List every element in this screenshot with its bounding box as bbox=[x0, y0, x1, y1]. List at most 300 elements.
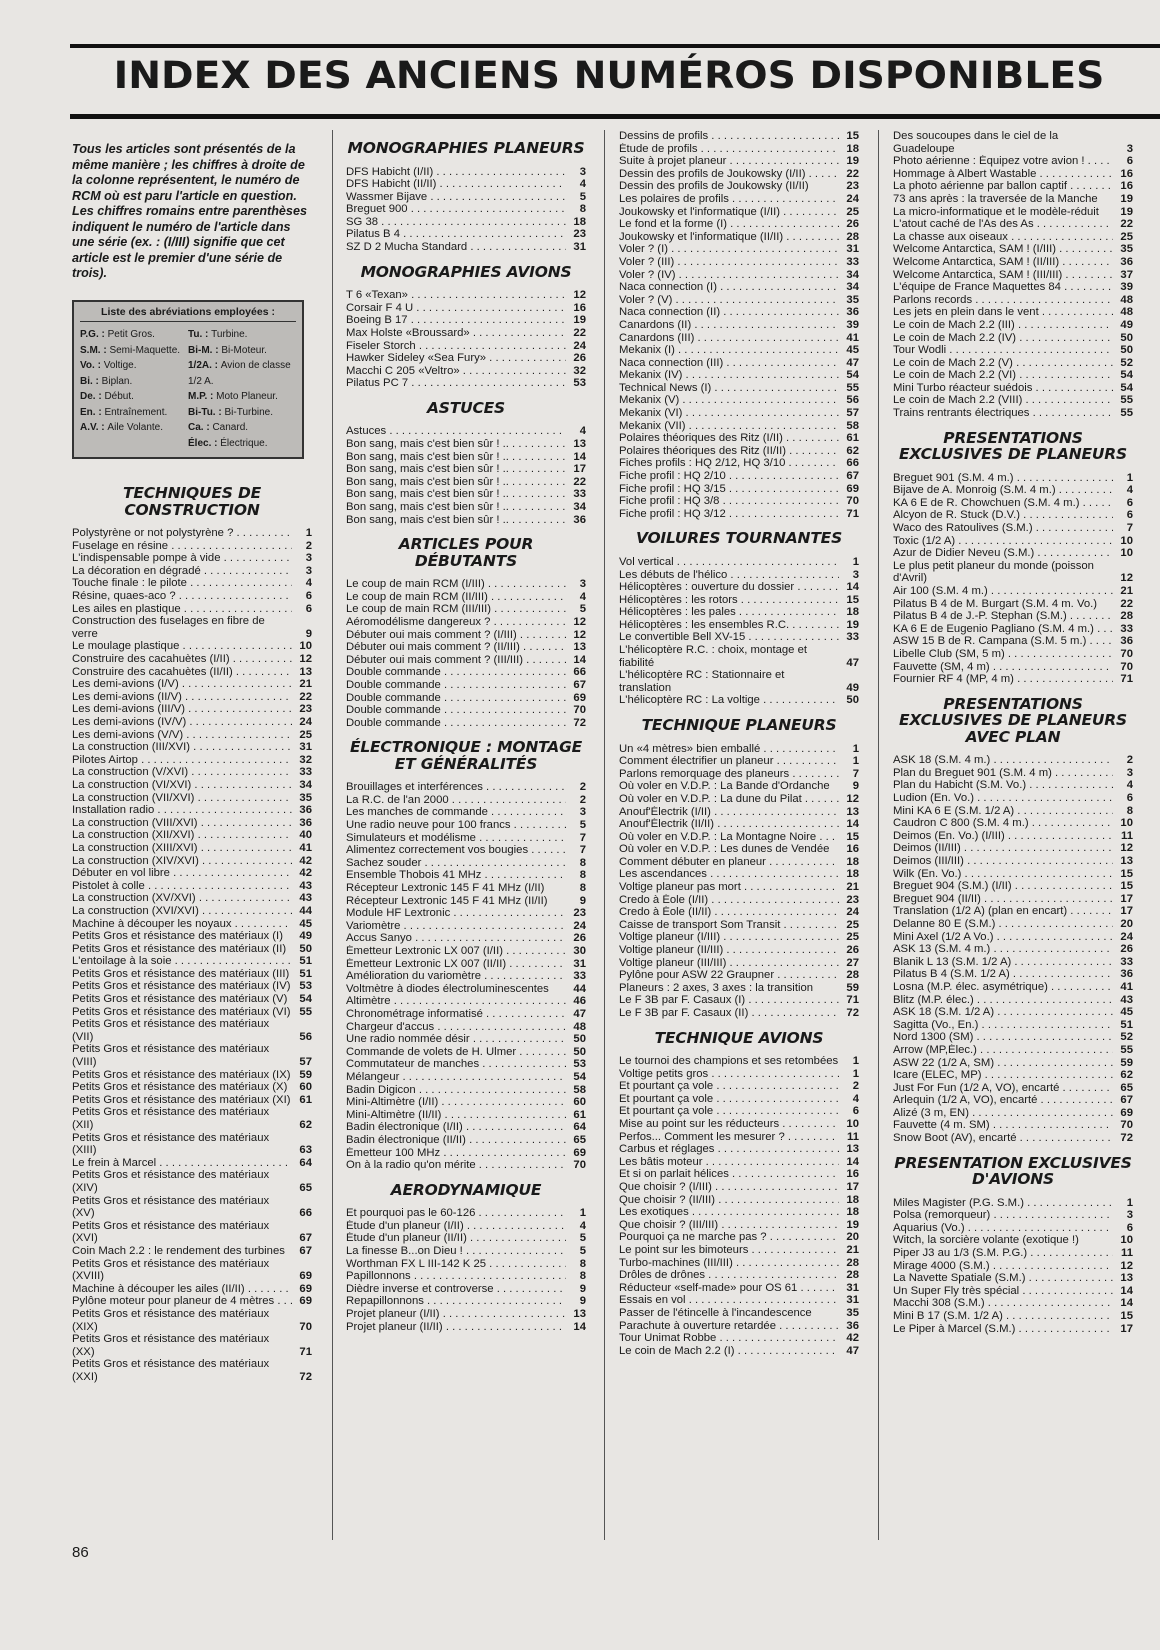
entry-issue-number: 36 bbox=[299, 816, 312, 829]
index-entry bbox=[72, 943, 312, 956]
entry-title: Voler ? (V) . . . bbox=[619, 294, 839, 307]
index-entry bbox=[346, 438, 586, 451]
page-title: INDEX DES ANCIENS NUMÉROS DISPONIBLES bbox=[113, 54, 1105, 97]
column-divider bbox=[332, 130, 333, 1540]
index-entry bbox=[72, 817, 312, 830]
entry-title: Récepteur Lextronic 145 F 41 MHz (I/II) bbox=[346, 882, 545, 895]
entry-issue-number: 5 bbox=[579, 819, 586, 832]
column-divider bbox=[878, 130, 879, 1540]
entry-title: Chargeur d'accus . . . bbox=[346, 1021, 566, 1034]
index-entry bbox=[619, 508, 859, 521]
index-entry bbox=[893, 294, 1133, 307]
entry-title: Voltige planeur (III/III) . . . bbox=[619, 957, 839, 970]
index-entry bbox=[619, 344, 859, 357]
index-entry bbox=[72, 603, 312, 616]
entry-issue-number: 67 bbox=[299, 1232, 312, 1245]
index-entry bbox=[619, 780, 859, 793]
index-entry bbox=[72, 993, 312, 1006]
entry-issue-number: 55 bbox=[846, 381, 859, 394]
entry-title: Hélicoptères : ouverture du dossier . . . bbox=[619, 581, 839, 594]
index-entry bbox=[619, 1168, 859, 1181]
index-entry bbox=[72, 1132, 312, 1157]
index-entry bbox=[893, 868, 1133, 881]
entry-issue-number: 43 bbox=[299, 879, 312, 892]
entry-title: Fiseler Storch . . . bbox=[346, 340, 566, 353]
entry-issue-number: 47 bbox=[846, 656, 859, 669]
index-entry bbox=[346, 451, 586, 464]
entry-title: Module HF Lextronic . . . bbox=[346, 907, 566, 920]
index-entry bbox=[619, 1156, 859, 1169]
index-entry bbox=[619, 130, 859, 143]
entry-title: Bon sang, mais c'est bien sûr ! .. . . . bbox=[346, 514, 566, 527]
entry-title: Icare (ELEC, MP) . . . bbox=[893, 1069, 1113, 1082]
entry-issue-number: 6 bbox=[1126, 509, 1133, 522]
entry-issue-number: 17 bbox=[1120, 1322, 1133, 1335]
entry-title: La construction (VII/XVI) . . . bbox=[72, 792, 292, 805]
entry-issue-number: 28 bbox=[846, 230, 859, 243]
entry-issue-number: 10 bbox=[1120, 1234, 1133, 1247]
entry-issue-number: 50 bbox=[299, 942, 312, 955]
entry-title: Hélicoptères : les pales . . . bbox=[619, 606, 839, 619]
entry-issue-number: 26 bbox=[846, 944, 859, 957]
entry-title: Aquarius (Vo.) . . . bbox=[893, 1222, 1113, 1235]
index-entry bbox=[893, 767, 1133, 780]
index-entry bbox=[72, 892, 312, 905]
index-entry bbox=[619, 919, 859, 932]
index-entry bbox=[893, 610, 1133, 623]
section-heading: TECHNIQUE PLANEURS bbox=[641, 716, 837, 735]
entry-title: 73 ans après : la traversée de la Manche bbox=[893, 192, 1098, 205]
entry-issue-number: 31 bbox=[846, 1294, 859, 1307]
index-entry bbox=[893, 598, 1133, 611]
entry-issue-number: 11 bbox=[1121, 829, 1133, 842]
entry-title: Parlons remorquage des planeurs . . . bbox=[619, 768, 839, 781]
entry-issue-number: 55 bbox=[1120, 1043, 1133, 1056]
index-entry bbox=[893, 394, 1133, 407]
index-entry bbox=[619, 581, 859, 594]
entry-issue-number: 31 bbox=[846, 1281, 859, 1294]
entry-issue-number: 10 bbox=[1120, 534, 1133, 547]
entry-title: Nord 1300 (SM) . . . bbox=[893, 1031, 1113, 1044]
entry-issue-number: 15 bbox=[1120, 1310, 1133, 1322]
entry-title: Que choisir ? (III/III) . . . bbox=[619, 1219, 839, 1232]
index-entry bbox=[893, 635, 1133, 648]
index-entry bbox=[72, 691, 312, 704]
column-3 bbox=[619, 130, 859, 1357]
index-entry bbox=[346, 1134, 586, 1147]
entry-title: La construction (XIV/XVI) . . . bbox=[72, 855, 292, 868]
entry-title: Le fond et la forme (I) . . . bbox=[619, 218, 839, 231]
entry-issue-number: 52 bbox=[1120, 356, 1133, 369]
index-entry bbox=[619, 1282, 859, 1295]
entry-title: Mekanix (V) . . . bbox=[619, 394, 839, 407]
section-heading: MONOGRAPHIES AVIONS bbox=[360, 262, 572, 281]
index-entry bbox=[72, 905, 312, 918]
entry-title: L'entoilage à la soie . . . bbox=[72, 955, 292, 968]
index-entry bbox=[346, 1321, 586, 1334]
entry-title: Pilatus B 4 (S.M. 1/2 A) . . . bbox=[893, 968, 1113, 981]
abbreviation-entry: M.P. : Moto Planeur. bbox=[188, 391, 278, 403]
entry-title: Mini Axel (1/2 A Vo.) . . . bbox=[893, 931, 1113, 944]
entry-issue-number: 71 bbox=[846, 994, 859, 1007]
entry-title: L'hélicoptère RC : Stationnaire et translation bbox=[619, 669, 785, 694]
index-entry bbox=[72, 867, 312, 880]
entry-issue-number: 16 bbox=[573, 301, 586, 314]
entry-title: Et si on parlait hélices . . . bbox=[619, 1168, 839, 1181]
index-entry bbox=[619, 445, 859, 458]
entry-issue-number: 25 bbox=[846, 931, 859, 944]
index-entry bbox=[72, 1106, 312, 1131]
entry-issue-number: 72 bbox=[1120, 1132, 1133, 1145]
index-entry bbox=[893, 1272, 1133, 1285]
section-heading: AERODYNAMIQUE bbox=[390, 1180, 542, 1199]
index-entry bbox=[72, 565, 312, 578]
entry-issue-number: 33 bbox=[1120, 955, 1133, 968]
entry-issue-number: 65 bbox=[299, 1181, 312, 1194]
entry-issue-number: 1 bbox=[852, 555, 859, 568]
entry-title: Deimos (En. Vo.) (I/III) . . . bbox=[893, 830, 1113, 843]
entry-title: La Navette Spatiale (S.M.) . . . bbox=[893, 1272, 1113, 1285]
entry-issue-number: 48 bbox=[1120, 306, 1133, 319]
entry-title: Le F 3B par F. Casaux (I) . . . bbox=[619, 994, 839, 1007]
entry-issue-number: 13 bbox=[573, 438, 586, 450]
entry-title: Comment électrifier un planeur . . . bbox=[619, 755, 839, 768]
entry-title: Mini KA 6 E (S.M. 1/2 A) . . . bbox=[893, 805, 1113, 818]
entry-title: La construction (VIII/XVI) . . . bbox=[72, 817, 292, 830]
entry-title: Mini B 17 (S.M. 1/2 A) . . . bbox=[893, 1310, 1113, 1323]
section-heading: ÉLECTRONIQUE : MONTAGE ET GÉNÉRALITÉS bbox=[349, 738, 583, 773]
entry-title: Débuter oui mais comment ? (III/III) . . . bbox=[346, 654, 566, 667]
entry-issue-number: 37 bbox=[1120, 268, 1133, 281]
entry-issue-number: 69 bbox=[846, 482, 859, 495]
entry-issue-number: 64 bbox=[573, 1121, 586, 1134]
entry-issue-number: 7 bbox=[579, 844, 586, 857]
abbreviation-entry: Élec. : Électrique. bbox=[188, 437, 268, 449]
index-entry bbox=[346, 641, 586, 654]
entry-issue-number: 34 bbox=[846, 268, 859, 281]
entry-title: Canardons (II) . . . bbox=[619, 319, 839, 332]
entry-issue-number: 44 bbox=[573, 982, 586, 995]
entry-issue-number: 50 bbox=[573, 1033, 586, 1046]
entry-title: Petits Gros et résistance des matériaux (X) bbox=[72, 1081, 288, 1094]
entry-title: Planeurs : 2 axes, 3 axes : la transition bbox=[619, 981, 814, 994]
section-heading: MONOGRAPHIES PLANEURS bbox=[347, 139, 585, 157]
index-entry bbox=[893, 805, 1133, 818]
index-entry bbox=[346, 365, 586, 378]
entry-title: Parachute à ouverture retardée . . . bbox=[619, 1320, 839, 1333]
entry-title: Les ascendances . . . bbox=[619, 868, 839, 881]
entry-issue-number: 13 bbox=[1120, 855, 1133, 867]
entry-title: Résine, quaes-aco ? . . . bbox=[72, 590, 292, 603]
index-entry bbox=[619, 894, 859, 907]
entry-issue-number: 24 bbox=[846, 906, 859, 919]
index-entry bbox=[346, 819, 586, 832]
entry-title: Amélioration du variomètre . . . bbox=[346, 970, 566, 983]
entry-title: Projet planeur (I/II) . . . bbox=[346, 1308, 566, 1321]
entry-title: Arlequin (1/2 A, VO), encarté . . . bbox=[893, 1094, 1113, 1107]
entry-title: Essais en vol . . . bbox=[619, 1294, 839, 1307]
entry-title: Polsa (remorqueur) . . . bbox=[893, 1209, 1113, 1222]
entry-issue-number: 6 bbox=[305, 602, 312, 615]
entry-title: Air 100 (S.M. 4 m.) . . . bbox=[893, 585, 1113, 598]
index-entry bbox=[893, 623, 1133, 636]
entry-issue-number: 8 bbox=[579, 856, 586, 869]
entry-issue-number: 34 bbox=[846, 281, 859, 294]
entry-issue-number: 69 bbox=[299, 1282, 312, 1295]
entry-title: Badin électronique (II/II) . . . bbox=[346, 1134, 566, 1147]
index-entry bbox=[72, 1295, 312, 1308]
entry-issue-number: 67 bbox=[1120, 1094, 1133, 1107]
index-entry bbox=[893, 168, 1133, 181]
index-entry bbox=[893, 994, 1133, 1007]
entry-issue-number: 8 bbox=[579, 882, 586, 895]
entry-issue-number: 6 bbox=[305, 590, 312, 603]
entry-issue-number: 18 bbox=[846, 1193, 859, 1206]
entry-title: Réducteur «self-made» pour OS 61 . . . bbox=[619, 1282, 839, 1295]
entry-title: La construction (XII/XVI) . . . bbox=[72, 829, 292, 842]
entry-title: Tour Unimat Robbe . . . bbox=[619, 1332, 839, 1345]
entry-issue-number: 36 bbox=[1120, 635, 1133, 648]
entry-issue-number: 56 bbox=[299, 1030, 312, 1043]
index-entry bbox=[619, 483, 859, 496]
entry-issue-number: 31 bbox=[299, 741, 312, 754]
entry-issue-number: 31 bbox=[573, 957, 586, 970]
entry-issue-number: 40 bbox=[299, 829, 312, 842]
index-entry bbox=[346, 1008, 586, 1021]
entry-title: Anouf'Électrik (II/II) . . . bbox=[619, 818, 839, 831]
index-entry bbox=[893, 648, 1133, 661]
entry-title: Le Piper à Marcel (S.M.) . . . bbox=[893, 1323, 1113, 1336]
entry-issue-number: 32 bbox=[299, 753, 312, 766]
index-entry bbox=[346, 476, 586, 489]
entry-issue-number: 14 bbox=[573, 1320, 586, 1333]
index-entry bbox=[346, 1084, 586, 1097]
index-entry bbox=[619, 357, 859, 370]
index-entry bbox=[72, 980, 312, 993]
entry-issue-number: 58 bbox=[846, 419, 859, 432]
index-entry bbox=[72, 955, 312, 968]
entry-title: Que choisir ? (I/III) . . . bbox=[619, 1181, 839, 1194]
index-entry bbox=[346, 340, 586, 353]
entry-title: Deimos (III/III) . . . bbox=[893, 855, 1113, 868]
entry-title: Turbo-machines (III/III) . . . bbox=[619, 1257, 839, 1270]
entry-title: Les demi-avions (V/V) . . . bbox=[72, 729, 292, 742]
entry-title: La construction (XV/XVI) . . . bbox=[72, 892, 292, 905]
entry-issue-number: 31 bbox=[573, 241, 586, 254]
entry-title: La micro-informatique et le modèle-réduit bbox=[893, 205, 1099, 218]
index-entry bbox=[893, 1069, 1133, 1082]
section-heading: PRESENTATIONS EXCLUSIVES DE PLANEURS AVEC PLAN bbox=[899, 694, 1127, 746]
entry-title: Émetteur Lextronic LX 007 (I/II) . . . bbox=[346, 945, 566, 958]
entry-issue-number: 39 bbox=[1120, 281, 1133, 294]
entry-issue-number: 21 bbox=[1120, 585, 1133, 597]
abbreviation-entry: Tu. : Turbine. bbox=[188, 329, 248, 341]
index-entry bbox=[893, 981, 1133, 994]
entry-title: Mini Turbo réacteur suédois . . . bbox=[893, 382, 1113, 395]
index-entry bbox=[619, 281, 859, 294]
entry-title: Macchi 308 (S.M.) . . . bbox=[893, 1297, 1113, 1310]
entry-title: Étude de profils . . . bbox=[619, 143, 839, 156]
index-entry bbox=[72, 766, 312, 779]
entry-issue-number: 22 bbox=[1120, 597, 1133, 610]
index-entry bbox=[893, 369, 1133, 382]
section-heading: TECHNIQUE AVIONS bbox=[654, 1028, 824, 1047]
entry-issue-number: 41 bbox=[1120, 980, 1133, 993]
entry-title: Hélicoptères : les rotors . . . bbox=[619, 594, 839, 607]
entry-issue-number: 18 bbox=[846, 1206, 859, 1219]
entry-issue-number: 45 bbox=[1120, 1006, 1133, 1019]
index-entry bbox=[893, 231, 1133, 244]
entry-issue-number: 71 bbox=[299, 1345, 312, 1358]
entry-title: Corsair F 4 U . . . bbox=[346, 302, 566, 315]
entry-title: Bon sang, mais c'est bien sûr ! .. . . . bbox=[346, 488, 566, 501]
entry-issue-number: 14 bbox=[573, 450, 586, 463]
index-entry bbox=[346, 1270, 586, 1283]
entry-issue-number: 19 bbox=[1120, 205, 1133, 218]
entry-issue-number: 16 bbox=[846, 1168, 859, 1181]
column-4 bbox=[893, 130, 1133, 1335]
entry-title: Où voler en V.D.P. : La Montagne Noire . . . bbox=[619, 831, 839, 844]
entry-issue-number: 71 bbox=[1120, 673, 1133, 686]
index-entry bbox=[893, 1209, 1133, 1222]
entry-title: Mirage 4000 (S.M.) . . . bbox=[893, 1260, 1113, 1273]
index-entry bbox=[619, 806, 859, 819]
entry-issue-number: 50 bbox=[1120, 344, 1133, 357]
index-entry bbox=[346, 920, 586, 933]
entry-issue-number: 24 bbox=[299, 716, 312, 728]
entry-title: Welcome Antarctica, SAM ! (III/III) . . . bbox=[893, 269, 1113, 282]
index-entry bbox=[619, 1206, 859, 1219]
entry-title: Fiche profil : HQ 2/10 . . . bbox=[619, 470, 839, 483]
entry-issue-number: 4 bbox=[305, 577, 312, 590]
entry-issue-number: 36 bbox=[1120, 255, 1133, 268]
entry-title: Commutateur de manches . . . bbox=[346, 1058, 566, 1071]
entry-issue-number: 19 bbox=[846, 155, 859, 168]
index-entry bbox=[893, 830, 1133, 843]
index-entry bbox=[893, 1044, 1133, 1057]
entry-issue-number: 43 bbox=[299, 892, 312, 905]
entry-title: Plan du Breguet 901 (S.M. 4 m) . . . bbox=[893, 767, 1113, 780]
index-entry bbox=[619, 470, 859, 483]
entry-title: Piper J3 au 1/3 (S.M. P.G.) . . . bbox=[893, 1247, 1113, 1260]
entry-issue-number: 23 bbox=[846, 893, 859, 906]
index-entry bbox=[893, 306, 1133, 319]
entry-issue-number: 16 bbox=[1120, 180, 1133, 193]
index-entry bbox=[893, 407, 1133, 420]
entry-title: Le coup de main RCM (I/III) . . . bbox=[346, 578, 566, 591]
entry-title: Que choisir ? (II/III) . . . bbox=[619, 1194, 839, 1207]
index-entry bbox=[619, 1143, 859, 1156]
entry-title: Construire des cacahuètes (I/II) . . . bbox=[72, 653, 292, 666]
index-entry bbox=[619, 1294, 859, 1307]
entry-title: Hélicoptères : les ensembles R.C. . . . bbox=[619, 619, 839, 632]
index-entry bbox=[346, 945, 586, 958]
entry-issue-number: 21 bbox=[299, 678, 312, 691]
index-entry bbox=[72, 1169, 312, 1194]
index-entry bbox=[72, 930, 312, 943]
entry-title: Max Holste «Broussard» . . . bbox=[346, 327, 566, 340]
entry-title: Les demi-avions (II/V) . . . bbox=[72, 691, 292, 704]
abbreviation-entry: S.M. : Semi-Maquette. bbox=[80, 344, 181, 356]
index-entry bbox=[346, 1220, 586, 1233]
index-entry bbox=[346, 241, 586, 254]
entry-issue-number: 31 bbox=[846, 243, 859, 256]
entry-title: Le coin de Mach 2.2 (III) . . . bbox=[893, 319, 1113, 332]
index-entry bbox=[893, 560, 1133, 585]
section-heading: PRESENTATION EXCLUSIVES D'AVIONS bbox=[894, 1153, 1132, 1189]
entry-title: Pilotes Airtop . . . bbox=[72, 754, 292, 767]
entry-title: Installation radio . . . bbox=[72, 804, 292, 817]
entry-issue-number: 47 bbox=[573, 1007, 586, 1020]
entry-title: Et pourquoi pas le 60-126 . . . bbox=[346, 1207, 566, 1220]
entry-issue-number: 26 bbox=[846, 218, 859, 231]
entry-title: Bon sang, mais c'est bien sûr ! .. . . . bbox=[346, 463, 566, 476]
entry-title: Hommage à Albert Wastable . . . bbox=[893, 168, 1113, 181]
index-entry bbox=[346, 302, 586, 315]
entry-issue-number: 2 bbox=[1126, 754, 1133, 767]
index-entry bbox=[893, 585, 1133, 598]
entry-title: Welcome Antarctica, SAM ! (II/III) . . . bbox=[893, 256, 1113, 269]
entry-title: Petits Gros et résistance des matériaux (IX) bbox=[72, 1068, 291, 1081]
abbreviation-entry: Bi-Tu. : Bi-Turbine. bbox=[188, 406, 274, 418]
entry-issue-number: 16 bbox=[846, 843, 859, 856]
index-entry bbox=[619, 1320, 859, 1333]
entry-issue-number: 1 bbox=[1126, 1196, 1133, 1209]
entry-issue-number: 23 bbox=[573, 228, 586, 241]
entry-issue-number: 14 bbox=[1120, 1297, 1133, 1310]
entry-issue-number: 71 bbox=[846, 507, 859, 520]
section-heading: TECHNIQUES DE CONSTRUCTION bbox=[122, 484, 261, 519]
entry-issue-number: 45 bbox=[299, 917, 312, 930]
index-entry bbox=[619, 694, 859, 707]
index-entry bbox=[346, 1232, 586, 1245]
entry-issue-number: 6 bbox=[1126, 1221, 1133, 1234]
index-entry bbox=[619, 1219, 859, 1232]
page-number: 86 bbox=[72, 1544, 89, 1561]
entry-issue-number: 18 bbox=[846, 142, 859, 155]
entry-issue-number: 25 bbox=[299, 728, 312, 741]
index-entry bbox=[346, 1159, 586, 1172]
entry-issue-number: 34 bbox=[299, 778, 312, 791]
entry-issue-number: 62 bbox=[846, 444, 859, 457]
entry-title: DFS Habicht (I/II) . . . bbox=[346, 166, 566, 179]
entry-title: Le coin de Mach 2.2 (IV) . . . bbox=[893, 332, 1113, 345]
entry-issue-number: 25 bbox=[846, 918, 859, 931]
index-entry bbox=[893, 382, 1133, 395]
entry-issue-number: 63 bbox=[299, 1144, 312, 1157]
entry-title: L'équipe de France Maquettes 84 . . . bbox=[893, 281, 1113, 294]
entry-issue-number: 4 bbox=[1126, 484, 1133, 497]
entry-issue-number: 62 bbox=[299, 1119, 312, 1131]
entry-title: L'indispensable pompe à vide . . . bbox=[72, 552, 292, 565]
entry-issue-number: 17 bbox=[1120, 905, 1133, 918]
index-entry bbox=[893, 956, 1133, 969]
index-entry bbox=[893, 497, 1133, 510]
entry-title: Voltige planeur (II/III) . . . bbox=[619, 944, 839, 957]
entry-issue-number: 33 bbox=[1120, 622, 1133, 635]
index-entry bbox=[346, 327, 586, 340]
entry-issue-number: 23 bbox=[846, 180, 859, 193]
entry-title: Le coin de Mach 2.2 (VI) . . . bbox=[893, 369, 1113, 382]
entry-title: Commande de volets de H. Ulmer . . . bbox=[346, 1046, 566, 1059]
index-entry bbox=[72, 754, 312, 767]
index-entry bbox=[893, 522, 1133, 535]
entry-title: Bon sang, mais c'est bien sûr ! .. . . . bbox=[346, 438, 566, 451]
entry-title: Losna (M.P. élec. asymétrique) . . . bbox=[893, 981, 1113, 994]
entry-issue-number: 28 bbox=[846, 1269, 859, 1282]
entry-title: Les demi-avions (IV/V) . . . bbox=[72, 716, 292, 729]
entry-issue-number: 1 bbox=[852, 742, 859, 755]
